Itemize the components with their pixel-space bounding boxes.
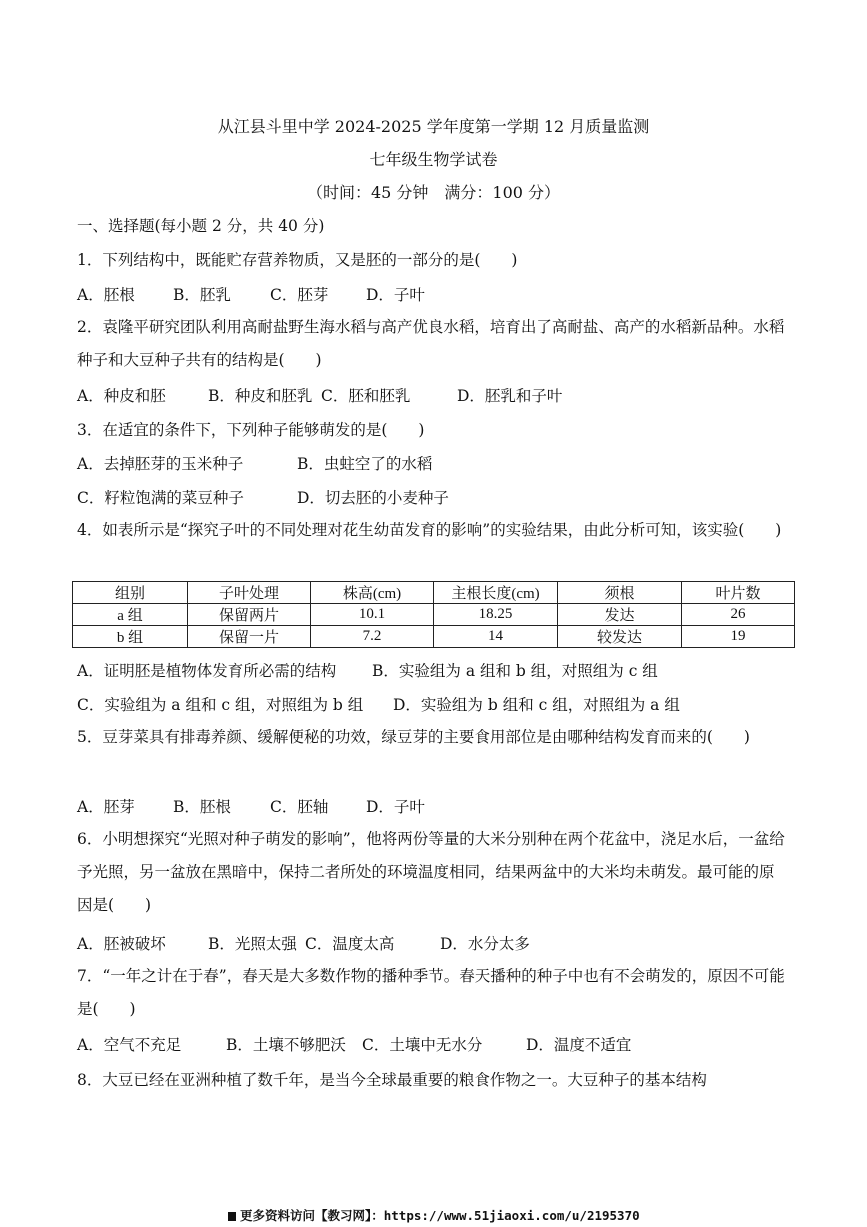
table-cell: a 组: [73, 604, 188, 626]
question-6-option-a: A．胚被破坏: [77, 935, 166, 953]
table-row: [73, 626, 795, 648]
table-cell: b 组: [73, 626, 188, 648]
question-3-option-c: C．籽粒饱满的菜豆种子: [77, 489, 244, 507]
question-7-option-b: B．土壤不够肥沃: [226, 1036, 346, 1054]
question-7-stem: 7．“一年之计在于春”，春天是大多数作物的播种季节。春天播种的种子中也有不会萌发的，原因不可能是( ): [77, 967, 785, 1018]
section-heading: 一、选择题(每小题 2 分，共 40 分): [77, 217, 325, 235]
question-5-option-c: C．胚轴: [270, 798, 329, 816]
table-header-row: [73, 582, 795, 604]
question-2-option-b: B．种皮和胚乳: [208, 387, 313, 405]
question-3-option-b: B．虫蛀空了的水稻: [297, 455, 433, 473]
question-7-option-a: A．空气不充足: [77, 1036, 182, 1054]
question-1-stem: 1．下列结构中，既能贮存营养物质，又是胚的一部分的是( ): [77, 251, 518, 269]
question-5-stem: 5．豆芽菜具有排毒养颜、缓解便秘的功效，绿豆芽的主要食用部位是由哪种结构发育而来的( ): [77, 728, 750, 746]
question-5-option-b: B．胚根: [173, 798, 231, 816]
table-header-cell: 叶片数: [682, 582, 795, 604]
table-cell: 较发达: [558, 626, 682, 648]
question-2-option-c: C．胚和胚乳: [321, 387, 411, 405]
question-4-option-a: A．证明胚是植物体发育所必需的结构: [77, 662, 337, 680]
table-header-cell: 须根: [558, 582, 682, 604]
question-3-option-d: D．切去胚的小麦种子: [297, 489, 449, 507]
question-7-option-d: D．温度不适宜: [526, 1036, 632, 1054]
table-cell: 保留一片: [188, 626, 311, 648]
question-6-option-d: D．水分太多: [440, 935, 530, 953]
question-6-option-c: C．温度太高: [305, 935, 395, 953]
question-5-option-a: A．胚芽: [77, 798, 135, 816]
exam-time-info: （时间：45 分钟 满分：100 分）: [306, 183, 561, 202]
question-7-option-c: C．土壤中无水分: [362, 1036, 483, 1054]
question-6-stem: 6．小明想探究“光照对种子萌发的影响”，他将两份等量的大米分别种在两个花盆中，浇足水后，一盆给予光照，另一盆放在黑暗中，保持二者所处的环境温度相同，结果两盆中的大米均未萌发。最可能的原因是( ): [77, 830, 785, 914]
table-cell: 发达: [558, 604, 682, 626]
table-cell: 7.2: [311, 626, 434, 648]
question-1-option-c: C．胚芽: [270, 286, 329, 304]
question-3-stem: 3．在适宜的条件下，下列种子能够萌发的是( ): [77, 421, 425, 439]
table-header-cell: 株高(cm): [311, 582, 434, 604]
flag-icon: [228, 1212, 236, 1221]
table-cell: 19: [682, 626, 795, 648]
table-cell: 10.1: [311, 604, 434, 626]
exam-title: 从江县斗里中学 2024-2025 学年度第一学期 12 月质量监测: [217, 117, 650, 136]
question-4-option-d: D．实验组为 b 组和 c 组，对照组为 a 组: [393, 696, 680, 714]
table-cell: 14: [434, 626, 558, 648]
question-2-option-d: D．胚乳和子叶: [457, 387, 563, 405]
question-1-option-d: D．子叶: [366, 286, 425, 304]
question-4-option-c: C．实验组为 a 组和 c 组，对照组为 b 组: [77, 696, 364, 714]
table-row: [73, 604, 795, 626]
question-6-option-b: B．光照太强: [208, 935, 297, 953]
footer-link[interactable]: [228, 1206, 640, 1224]
question-3-option-a: A．去掉胚芽的玉米种子: [77, 455, 244, 473]
question-1-option-b: B．胚乳: [173, 286, 231, 304]
table-header-cell: 组别: [73, 582, 188, 604]
question-2-option-a: A．种皮和胚: [77, 387, 166, 405]
question-8-stem: 8．大豆已经在亚洲种植了数千年，是当今全球最重要的粮食作物之一。大豆种子的基本结构: [77, 1071, 707, 1089]
table-cell: 26: [682, 604, 795, 626]
question-2-stem: 2．袁隆平研究团队利用高耐盐野生海水稻与高产优良水稻，培育出了高耐盐、高产的水稻新品种。水稻种子和大豆种子共有的结构是( ): [77, 318, 785, 369]
table-header-cell: 主根长度(cm): [434, 582, 558, 604]
question-1-option-a: A．胚根: [77, 286, 135, 304]
experiment-table: [72, 581, 795, 648]
footer-text: 更多资料访问【教习网】：https://www.51jiaoxi.com/u/2195370: [240, 1208, 640, 1223]
question-4-stem: 4．如表所示是“探究子叶的不同处理对花生幼苗发育的影响”的实验结果，由此分析可知，该实验( ): [77, 521, 782, 539]
question-4-option-b: B．实验组为 a 组和 b 组，对照组为 c 组: [372, 662, 658, 680]
table-header-cell: 子叶处理: [188, 582, 311, 604]
exam-subtitle: 七年级生物学试卷: [369, 150, 498, 169]
table-cell: 18.25: [434, 604, 558, 626]
question-5-option-d: D．子叶: [366, 798, 425, 816]
table-cell: 保留两片: [188, 604, 311, 626]
